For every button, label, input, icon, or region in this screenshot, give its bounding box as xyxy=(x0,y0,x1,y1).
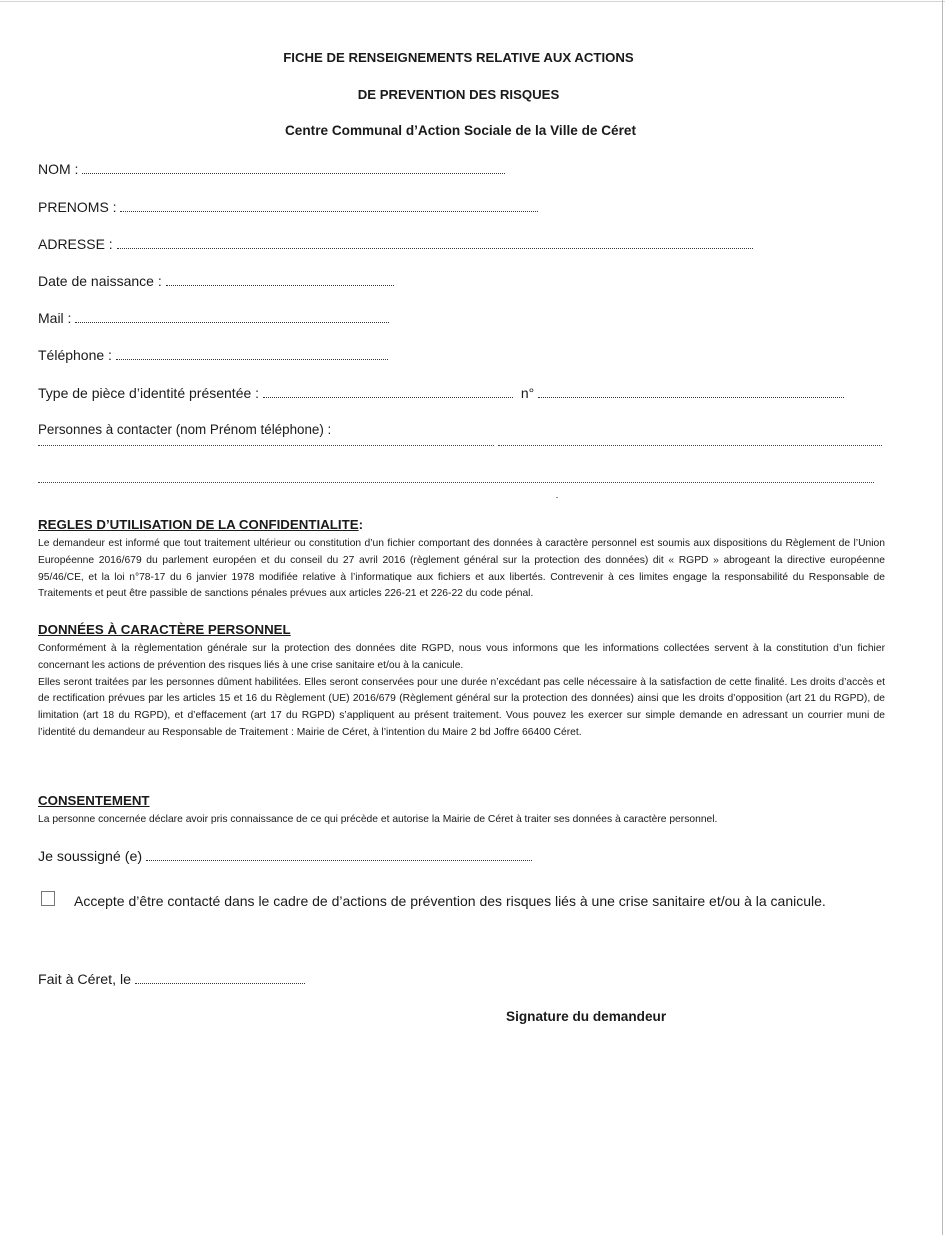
confidentialite-heading xyxy=(38,517,363,532)
soussigne-field[interactable] xyxy=(38,849,532,865)
telephone-input-line[interactable] xyxy=(116,349,388,360)
prenoms-field[interactable] xyxy=(38,199,538,215)
donnees-text xyxy=(38,641,885,742)
date-naissance-field[interactable] xyxy=(38,273,394,289)
contacts-line-1a[interactable] xyxy=(38,445,494,446)
nom-label: NOM : xyxy=(38,161,79,177)
adresse-field[interactable] xyxy=(38,236,753,252)
scan-edge-top xyxy=(0,1,945,2)
mail-field[interactable] xyxy=(38,310,389,326)
nom-field[interactable] xyxy=(38,161,505,177)
soussigne-input-line[interactable] xyxy=(146,850,532,861)
signature-label: Signature du demandeur xyxy=(506,1009,667,1024)
contacts-line-2[interactable] xyxy=(38,482,874,483)
numero-input-line[interactable] xyxy=(538,387,844,398)
date-naissance-input-line[interactable] xyxy=(166,275,394,286)
confidentialite-text: Le demandeur est informé que tout traitement ultérieur ou constitution d’un fichier comportant des données à caractère personnel est soumis aux dispositions du Règlement de l’Union Européenne 2016/679 du parlement européen et du conseil du 27 avril 2016 (règlement général sur la protection des données) dit « RGPD » abrogeant la directive européenne 95/46/CE, et la loi n°78-17 du 6 janvier 1978 modifiée relative à l’informatique aux fichiers et aux libertés. Contrevenir à ces limites engage la responsabilité du Responsable de Traitements et peut être passible de sanctions pénales prévues aux articles 226-21 et 226-22 du code pénal. xyxy=(38,538,885,600)
prenoms-label: PRENOMS : xyxy=(38,199,117,215)
contacts-line-1b[interactable] xyxy=(498,445,882,446)
accept-label: Accepte d’être contacté dans le cadre de d’actions de prévention des risques liés à une crise sanitaire et/ou à la canicule. xyxy=(74,893,826,909)
nom-input-line[interactable] xyxy=(82,163,505,174)
fait-field[interactable] xyxy=(38,972,305,988)
piece-identite-field[interactable] xyxy=(38,385,844,401)
fait-label: Fait à Céret, le xyxy=(38,972,132,988)
mail-label: Mail : xyxy=(38,310,72,326)
donnees-paragraph-2: Elles seront traitées par les personnes dûment habilitées. Elles seront conservées pour une durée n’excédant pas celle nécessaire à la satisfaction de cette finalité. Les droits d’accès et de rectification prévues par les articles 15 et 16 du Règlement (UE) 2016/679 (Règlement général sur la protection des données) ainsi que les droits d’opposition (art 21 du RGPD), de limitation (art 18 du RGPD), et d’effacement (art 17 du RGPD) s’appliquent au présent traitement. Vous pouvez les exercer sur simple demande en adressant un courrier muni de l’identité du demandeur au Responsable de Traitement : Mairie de Céret, à l’intention du Maire 2 bd Joffre 66400 Céret. xyxy=(38,676,885,738)
donnees-paragraph-1: Conformément à la règlementation générale sur la protection des données dite RGPD, nous vous informons que les informations collectées servent à la constitution d’un fichier concernant les actions de prévention des risques liés à une crise sanitaire et/ou à la canicule. xyxy=(38,643,885,671)
organization-name: Centre Communal d’Action Sociale de la Ville de Céret xyxy=(284,123,636,138)
consentement-heading: CONSENTEMENT xyxy=(38,793,150,808)
piece-identite-input-line[interactable] xyxy=(263,387,513,398)
adresse-input-line[interactable] xyxy=(117,238,753,249)
prenoms-input-line[interactable] xyxy=(120,201,538,212)
form-title-line1: FICHE DE RENSEIGNEMENTS RELATIVE AUX ACTIONS xyxy=(283,50,634,65)
telephone-field[interactable] xyxy=(38,347,388,363)
scan-speck xyxy=(556,497,558,498)
consentement-text: La personne concernée déclare avoir pris connaissance de ce qui précède et autorise la Mairie de Céret à traiter ses données à caractère personnel. xyxy=(38,814,718,825)
form-title-line2: DE PREVENTION DES RISQUES xyxy=(357,87,560,102)
date-input-line[interactable] xyxy=(135,973,305,984)
scan-edge-right xyxy=(942,0,943,1235)
mail-input-line[interactable] xyxy=(75,312,389,323)
contacts-label: Personnes à contacter (nom Prénom téléphone) : xyxy=(38,422,332,437)
confidentialite-title: REGLES D’UTILISATION DE LA CONFIDENTIALITE xyxy=(38,517,359,532)
soussigne-label: Je soussigné (e) xyxy=(38,849,143,865)
piece-identite-label: Type de pièce d’identité présentée : xyxy=(38,385,260,401)
numero-label: n° xyxy=(520,385,535,401)
telephone-label: Téléphone : xyxy=(38,347,112,363)
adresse-label: ADRESSE : xyxy=(38,236,113,252)
confidentialite-colon: : xyxy=(358,517,364,532)
date-naissance-label: Date de naissance : xyxy=(38,273,162,289)
donnees-heading: DONNÉES À CARACTÈRE PERSONNEL xyxy=(38,622,291,637)
